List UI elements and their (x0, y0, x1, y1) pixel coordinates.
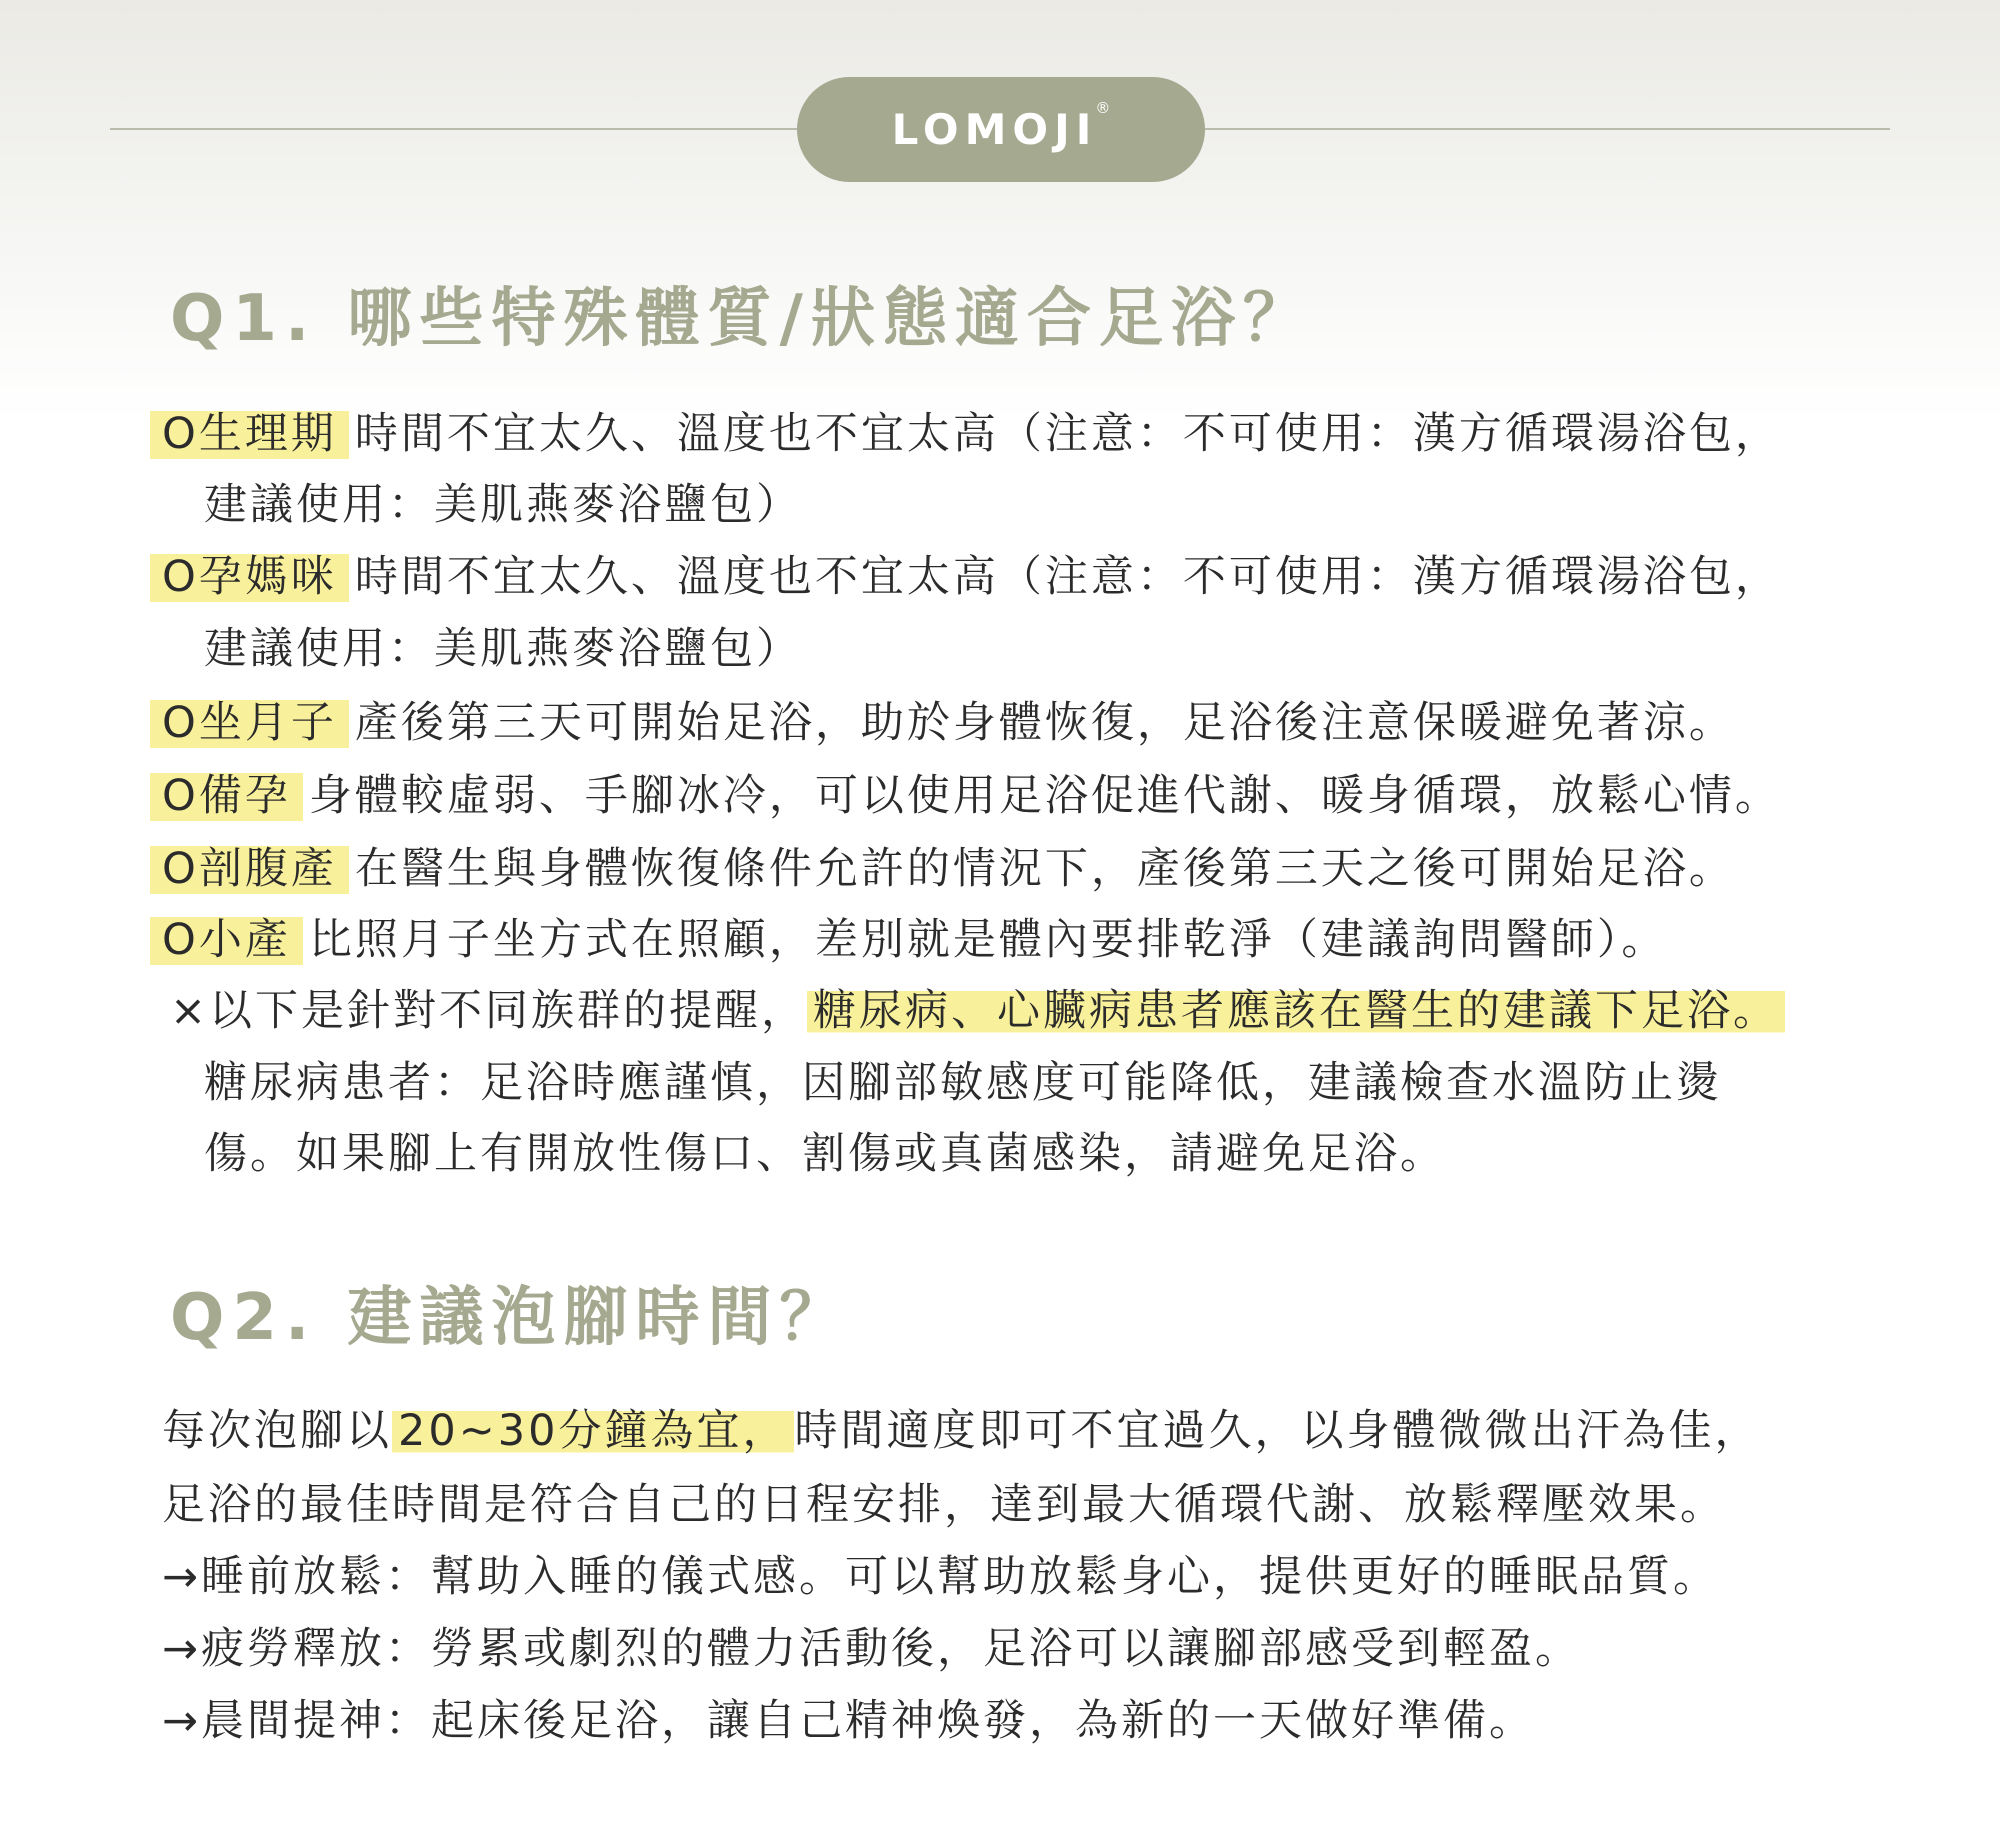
q1-note (170, 975, 1785, 1047)
q2-tip-morning-refresh: →晨間提神：起床後足浴，讓自己精神煥發，為新的一天做好準備。 (162, 1696, 1536, 1746)
q1-note-highlight: 糖尿病、心臟病患者應該在醫生的建議下足浴。 (807, 975, 1785, 1047)
q2-intro (162, 1395, 1760, 1467)
q1-item-text: 身體較虛弱、手腳冰冷，可以使用足浴促進代謝、暖身循環，放鬆心情。 (308, 771, 1781, 821)
q1-note-lead: 以下是針對不同族群的提醒， (209, 986, 808, 1036)
q1-item-text: 比照月子坐方式在照顧，差別就是體內要排乾淨（建議詢問醫師）。 (308, 915, 1668, 965)
brand-logo-text: LOMOJI (891, 104, 1098, 154)
q1-item-label: O小產 (150, 904, 303, 976)
q2-intro-highlight: 20~30分鐘為宜， (392, 1395, 794, 1467)
registered-mark: ® (1095, 99, 1111, 117)
q1-item-postpartum (150, 687, 1735, 759)
q2-tip-fatigue-relief: →疲勞釋放：勞累或劇烈的體力活動後，足浴可以讓腳部感受到輕盈。 (162, 1624, 1582, 1674)
q1-note-detail: 糖尿病患者：足浴時應謹慎，因腳部敏感度可能降低，建議檢查水溫防止燙 (204, 1058, 1722, 1108)
q1-item-continuation: 建議使用：美肌燕麥浴鹽包） (204, 624, 802, 674)
q1-item-cesarean (150, 833, 1735, 905)
q1-item-text: 時間不宜太久、溫度也不宜太高（注意：不可使用：漢方循環湯浴包， (354, 552, 1781, 602)
q2-title: Q2. 建議泡腳時間？ (170, 1281, 852, 1355)
q1-item-text: 時間不宜太久、溫度也不宜太高（注意：不可使用：漢方循環湯浴包， (354, 409, 1781, 459)
q1-note-detail: 傷。如果腳上有開放性傷口、割傷或真菌感染，請避免足浴。 (204, 1129, 1446, 1179)
q1-item-label: O孕媽咪 (150, 541, 349, 613)
q1-title: Q1. 哪些特殊體質/狀態適合足浴？ (170, 282, 1315, 356)
cross-marker: × (170, 986, 210, 1036)
q1-item-miscarriage (150, 904, 1667, 976)
q2-intro-continuation: 足浴的最佳時間是符合自己的日程安排，達到最大循環代謝、放鬆釋壓效果。 (162, 1480, 1726, 1530)
q1-item-period (150, 398, 1781, 470)
q2-tip-before-sleep: →睡前放鬆：幫助入睡的儀式感。可以幫助放鬆身心，提供更好的睡眠品質。 (162, 1552, 1720, 1602)
brand-logo (797, 77, 1205, 182)
q1-item-text: 在醫生與身體恢復條件允許的情況下，產後第三天之後可開始足浴。 (354, 844, 1735, 894)
q1-item-pregnant (150, 541, 1781, 613)
q1-item-text: 產後第三天可開始足浴，助於身體恢復，足浴後注意保暖避免著涼。 (354, 698, 1735, 748)
q1-item-label: O備孕 (150, 760, 303, 832)
q1-item-label: O生理期 (150, 398, 349, 470)
q2-intro-before: 每次泡腳以 (162, 1406, 392, 1456)
q1-item-label: O剖腹產 (150, 833, 349, 905)
q2-intro-after: 時間適度即可不宜過久，以身體微微出汗為佳， (794, 1406, 1761, 1456)
q1-item-label: O坐月子 (150, 687, 349, 759)
q1-item-preparing-pregnancy (150, 760, 1781, 832)
q1-item-continuation: 建議使用：美肌燕麥浴鹽包） (204, 480, 802, 530)
